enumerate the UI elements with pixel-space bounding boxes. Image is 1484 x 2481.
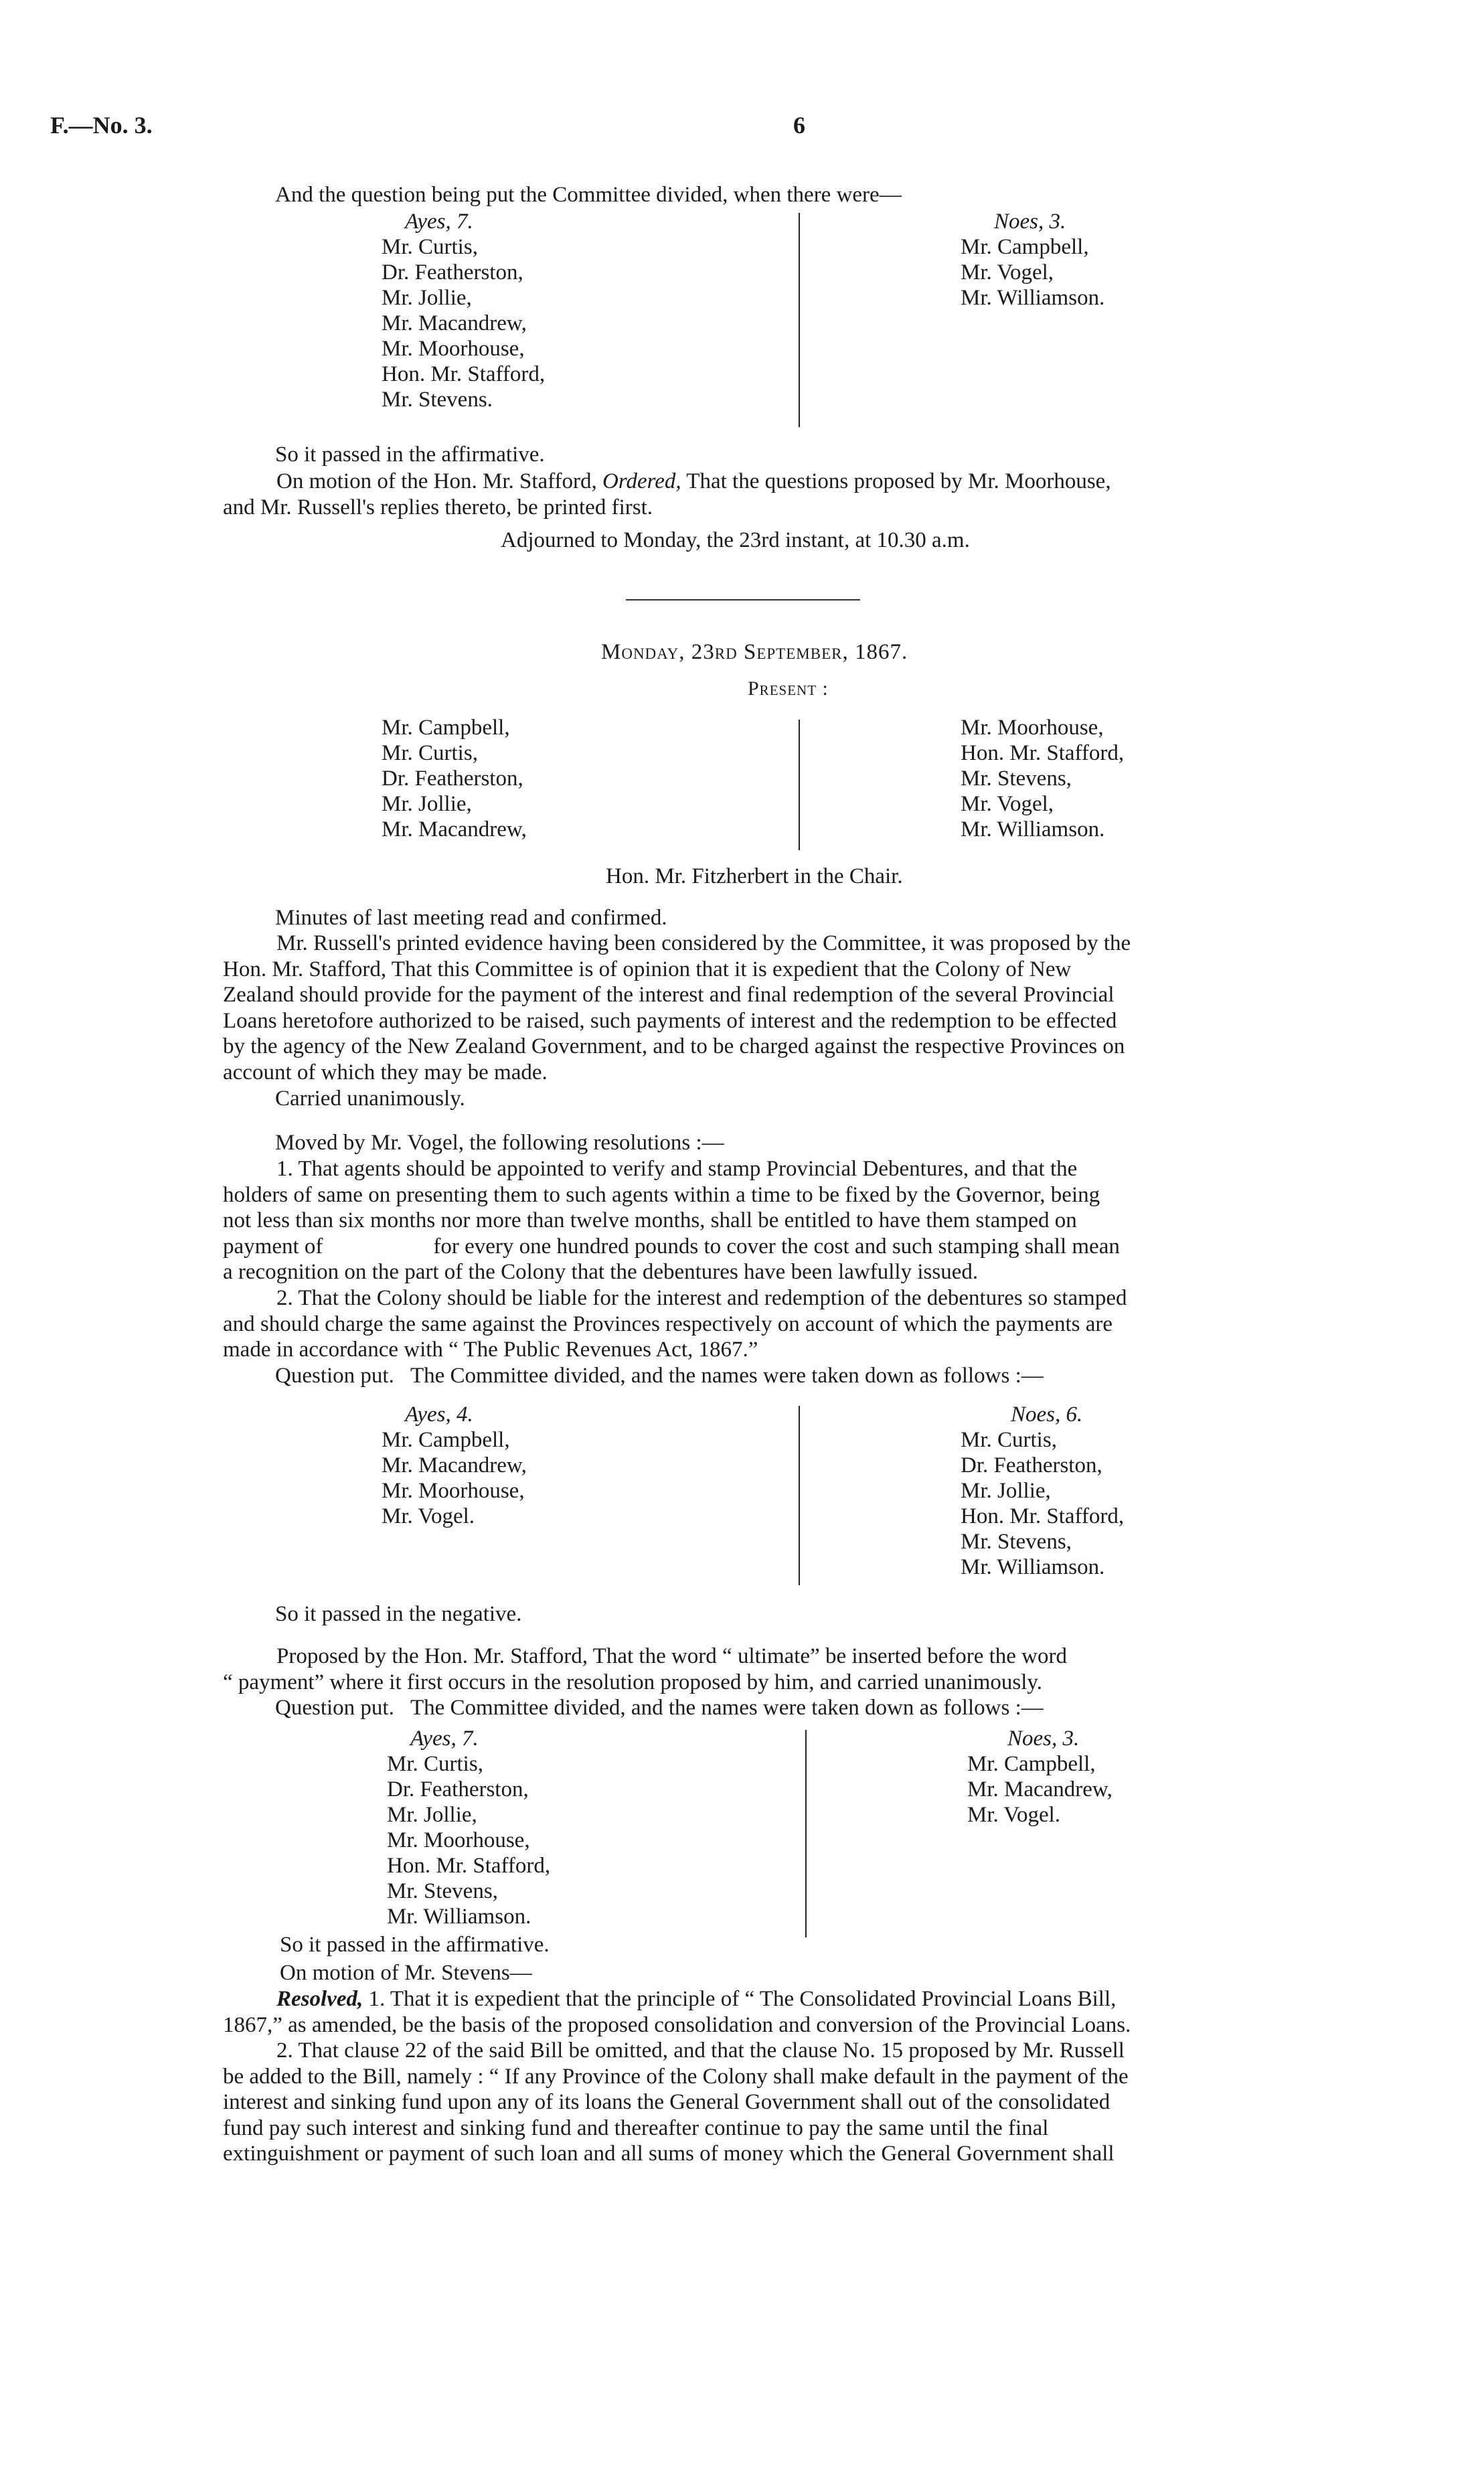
question3: Question put. The Committee divided, and the names were taken down as follows :—: [275, 1696, 1044, 1720]
list-item: Dr. Featherston,: [382, 260, 523, 285]
motion-stevens: On motion of Mr. Stevens—: [280, 1961, 532, 1985]
list-item: Dr. Featherston,: [387, 1777, 529, 1802]
divider-line: [799, 1406, 800, 1585]
ayes-heading: Ayes, 4.: [405, 1403, 473, 1427]
list-item: Mr. Vogel,: [961, 260, 1054, 285]
minutes-note: Minutes of last meeting read and confirmed.: [275, 906, 667, 930]
divider-line: [805, 1730, 807, 1937]
list-item: Mr. Jollie,: [382, 286, 472, 310]
list-item: Hon. Mr. Stafford,: [961, 1504, 1125, 1528]
chair-note: Hon. Mr. Fitzherbert in the Chair.: [606, 864, 903, 888]
page-number: 6: [793, 112, 805, 139]
list-item: Mr. Curtis,: [382, 741, 478, 765]
meeting-date: Monday, 23rd September, 1867.: [601, 640, 908, 664]
list-item: Mr. Stevens,: [961, 1530, 1072, 1554]
proposal2-paragraph: Proposed by the Hon. Mr. Stafford, That the word “ ultimate” be inserted before the word “ payment” where it first occurs in the resolution proposed by him, and carried unanimously.: [223, 1644, 1067, 1694]
adjourned-note: Adjourned to Monday, the 23rd instant, at 10.30 a.m.: [501, 528, 970, 552]
list-item: Mr. Williamson.: [961, 286, 1105, 310]
list-item: Mr. Moorhouse,: [382, 337, 525, 361]
noes-heading: Noes, 6.: [1011, 1403, 1083, 1427]
list-item: Mr. Campbell,: [382, 716, 510, 740]
division2-ayes-list: [382, 1402, 527, 1529]
division1-noes-list: [961, 209, 1104, 311]
list-item: Mr. Moorhouse,: [387, 1828, 530, 1852]
list-item: Hon. Mr. Stafford,: [387, 1854, 551, 1878]
resolved-item2: 2. That clause 22 of the said Bill be omitted, and that the clause No. 15 proposed by Mr. Russell be added to the Bill, namely : “ If any Province of the Colony shall make default in the payment of the interest and sinking fund upon any of its loans the General Government shall out of the consolidated fund pay such interest and sinking fund and thereafter continue to pay the same until the final extinguishment or payment of such loan and all sums of money which the General Government shall: [223, 2038, 1129, 2166]
list-item: Mr. Williamson.: [387, 1905, 531, 1929]
resolved-item1: Resolved, 1. That it is expedient that the principle of “ The Consolidated Provincial Loans Bill, 1867,” as amended, be the basis of the proposed consolidation and conversion of the Provincial Loans.: [223, 1987, 1131, 2037]
list-item: Hon. Mr. Stafford,: [382, 362, 546, 386]
motion1-paragraph: On motion of the Hon. Mr. Stafford, Ordered, That the questions proposed by Mr. Moorhouse, and Mr. Russell's replies thereto, be printed first.: [223, 469, 1111, 519]
list-item: Mr. Vogel.: [382, 1504, 475, 1528]
carried-note: Carried unanimously.: [275, 1087, 465, 1111]
present-right-list: [961, 715, 1124, 842]
moved-vogel: Moved by Mr. Vogel, the following resolutions :—: [275, 1131, 724, 1155]
list-item: Mr. Stevens,: [961, 767, 1072, 791]
noes-heading: Noes, 3.: [1007, 1727, 1080, 1751]
section-separator: [626, 599, 860, 601]
list-item: Mr. Jollie,: [382, 792, 472, 816]
ayes-heading: Ayes, 7.: [410, 1727, 479, 1751]
division2-noes-list: [961, 1402, 1124, 1580]
division3-noes-list: [967, 1726, 1112, 1828]
list-item: Mr. Macandrew,: [382, 311, 527, 335]
division1-result: So it passed in the affirmative.: [275, 443, 545, 467]
list-item: Mr. Curtis,: [387, 1752, 483, 1776]
list-item: Mr. Campbell,: [382, 1428, 510, 1452]
division1-ayes-list: [382, 209, 545, 412]
list-item: Mr. Moorhouse,: [961, 716, 1104, 740]
noes-heading: Noes, 3.: [994, 210, 1066, 234]
list-item: Mr. Curtis,: [961, 1428, 1057, 1452]
list-item: Mr. Vogel,: [961, 792, 1054, 816]
list-item: Dr. Featherston,: [382, 767, 523, 791]
question2: Question put. The Committee divided, and the names were taken down as follows :—: [275, 1364, 1044, 1388]
list-item: Hon. Mr. Stafford,: [961, 741, 1125, 765]
divider-line: [799, 213, 800, 427]
resolution2-paragraph: 2. That the Colony should be liable for the interest and redemption of the debentures so stamped and should charge the same against the Provinces respectively on account of which the payments are made in accordance with “ The Public Revenues Act, 1867.”: [223, 1286, 1127, 1362]
document-reference: F.—No. 3.: [50, 112, 153, 139]
present-left-list: [382, 715, 527, 842]
list-item: Mr. Stevens.: [382, 388, 493, 412]
resolution1-paragraph: 1. That agents should be appointed to verify and stamp Provincial Debentures, and that the holders of same on presenting them to such agents within a time to be fixed by the Governor, being not less than six months nor more than twelve months, shall be entitled to have them stamped on payment of for every one hundred pounds to cover the cost and such stamping shall mean a recognition on the part of the Colony that the debentures have been lawfully issued.: [223, 1157, 1120, 1284]
list-item: Mr. Macandrew,: [382, 817, 527, 842]
divider-line: [799, 720, 800, 850]
list-item: Mr. Williamson.: [961, 1555, 1105, 1579]
division1-intro: And the question being put the Committee divided, when there were—: [275, 183, 902, 207]
list-item: Mr. Curtis,: [382, 235, 478, 259]
list-item: Dr. Featherston,: [961, 1453, 1102, 1477]
list-item: Mr. Campbell,: [961, 235, 1089, 259]
list-item: Mr. Jollie,: [961, 1479, 1051, 1503]
list-item: Mr. Moorhouse,: [382, 1479, 525, 1503]
list-item: Mr. Vogel.: [967, 1803, 1061, 1827]
list-item: Mr. Stevens,: [387, 1879, 498, 1903]
division3-result: So it passed in the affirmative.: [280, 1933, 550, 1957]
ayes-heading: Ayes, 7.: [405, 210, 473, 234]
division3-ayes-list: [387, 1726, 550, 1929]
present-label: Present :: [748, 677, 829, 700]
list-item: Mr. Macandrew,: [382, 1453, 527, 1477]
list-item: Mr. Williamson.: [961, 817, 1105, 842]
list-item: Mr. Campbell,: [967, 1752, 1096, 1776]
proposal1-paragraph: Mr. Russell's printed evidence having been considered by the Committee, it was proposed by the Hon. Mr. Stafford, That this Committee is of opinion that it is expedient that the Colony of New Zealand should provide for the payment of the interest and final redemption of the several Provincial Loans heretofore authorized to be raised, such payments of interest and the redemption to be effected by the agency of the New Zealand Government, and to be charged against the respective Provinces on account of which they may be made.: [223, 931, 1131, 1085]
division2-result: So it passed in the negative.: [275, 1602, 522, 1626]
list-item: Mr. Jollie,: [387, 1803, 477, 1827]
list-item: Mr. Macandrew,: [967, 1777, 1112, 1802]
